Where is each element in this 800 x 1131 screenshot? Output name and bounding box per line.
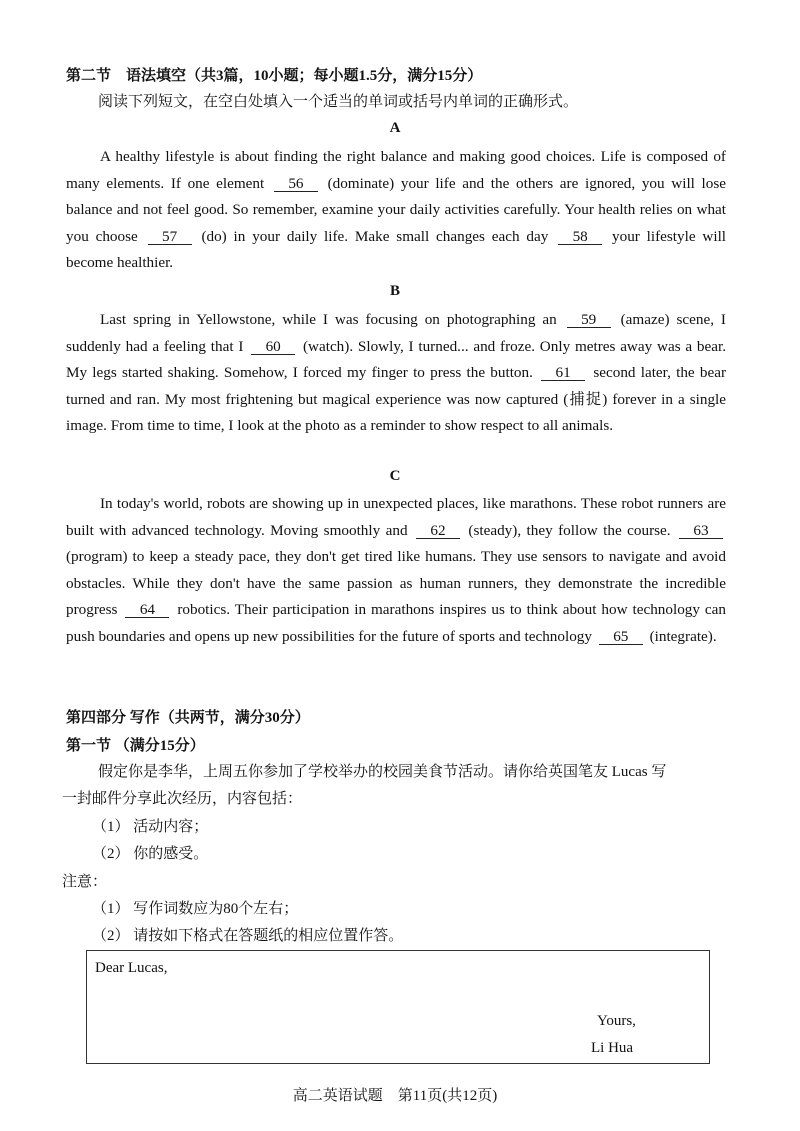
answer-blank: 63 [679, 523, 723, 539]
letter-signature: Li Hua [591, 1040, 634, 1056]
answer-blank: 61 [541, 365, 585, 381]
passage-c-label: C [389, 468, 401, 484]
answer-blank: 58 [558, 229, 602, 245]
note-label: 注意： [62, 874, 108, 890]
passage-text: your lifestyle will become healthier. [66, 227, 727, 272]
passage-text: Last spring in Yellowstone, while I was focusing on photographing an [100, 311, 557, 328]
passage-text: (program) to keep a steady pace, they don't get tired like humans. They use sensors to navigate and avoid obstacles. While they don't have the same passion as human runners, they demonstrate the incredible progress [66, 548, 726, 619]
passage-text: (watch). Slowly, I turned... and froze. Only metres away was a bear. My legs started shaking. Somehow, I forced my finger to press the button. [66, 337, 727, 382]
passage-text: (steady), they follow the course. [468, 521, 671, 539]
passage-b-label: B [389, 283, 400, 299]
point-1: （1） 活动内容； [92, 819, 209, 835]
answer-blank: 60 [251, 339, 295, 355]
passage-text: second later, the bear turned and ran. My most frightening but magical experience was now captured (捕捉) forever in a single image. From time to time, I look at the photo as a reminder to show respect to all animals. [66, 364, 727, 435]
letter-greeting: Dear Lucas, [95, 960, 168, 976]
answer-blank: 57 [148, 229, 192, 245]
note-2: （2） 请按如下格式在答题纸的相应位置作答。 [92, 928, 404, 944]
answer-blank: 59 [567, 312, 611, 328]
passage-text: robotics. Their participation in marathons inspires us to think about how technology can push boundaries and opens up new possibilities for the future of sports and technology [66, 601, 726, 645]
passage-text: (dominate) your life and the others are ignored, you will lose balance and not feel good. So remember, examine your daily activities carefully. Your health relies on what you choose [66, 174, 726, 245]
answer-blank: 62 [416, 523, 460, 539]
passage-text: (amaze) scene, I suddenly had a feeling that I [66, 311, 726, 355]
note-1: （1） 写作词数应为80个左右； [92, 901, 299, 917]
passage-text: A healthy lifestyle is about finding the right balance and making good choices. Life is composed of many elements. If one element [66, 148, 726, 192]
prompt-line-2: 一封邮件分享此次经历，内容包括： [62, 791, 303, 807]
section2-heading: 第二节 语法填空（共3篇，10小题；每小题1.5分，满分15分） [66, 68, 483, 84]
letter-format-box [86, 950, 710, 1064]
answer-blank: 65 [599, 629, 643, 645]
passage-text: (integrate). [649, 627, 717, 645]
answer-blank: 64 [125, 602, 169, 618]
page-footer: 高二英语试题 第11页(共12页) [292, 1088, 498, 1104]
answer-blank: 56 [274, 176, 318, 192]
passage-text: (do) in your daily life. Make small changes each day [201, 227, 549, 245]
part4-section1: 第一节 （满分15分） [66, 738, 205, 754]
part4-heading: 第四部分 写作（共两节，满分30分） [66, 710, 310, 726]
prompt-line-1: 假定你是李华，上周五你参加了学校举办的校园美食节活动。请你给英国笔友 Lucas 写 [98, 764, 667, 780]
passage-b [66, 307, 726, 440]
passage-c [66, 491, 726, 651]
passage-a-label: A [389, 120, 401, 136]
point-2: （2） 你的感受。 [92, 846, 209, 862]
passage-a [66, 144, 726, 277]
passage-text: In today's world, robots are showing up in unexpected places, like marathons. These robot runners are built with advanced technology. Moving smoothly and [66, 495, 726, 539]
section2-instruction: 阅读下列短文，在空白处填入一个适当的单词或括号内单词的正确形式。 [98, 94, 579, 110]
letter-closing: Yours, [597, 1013, 636, 1029]
